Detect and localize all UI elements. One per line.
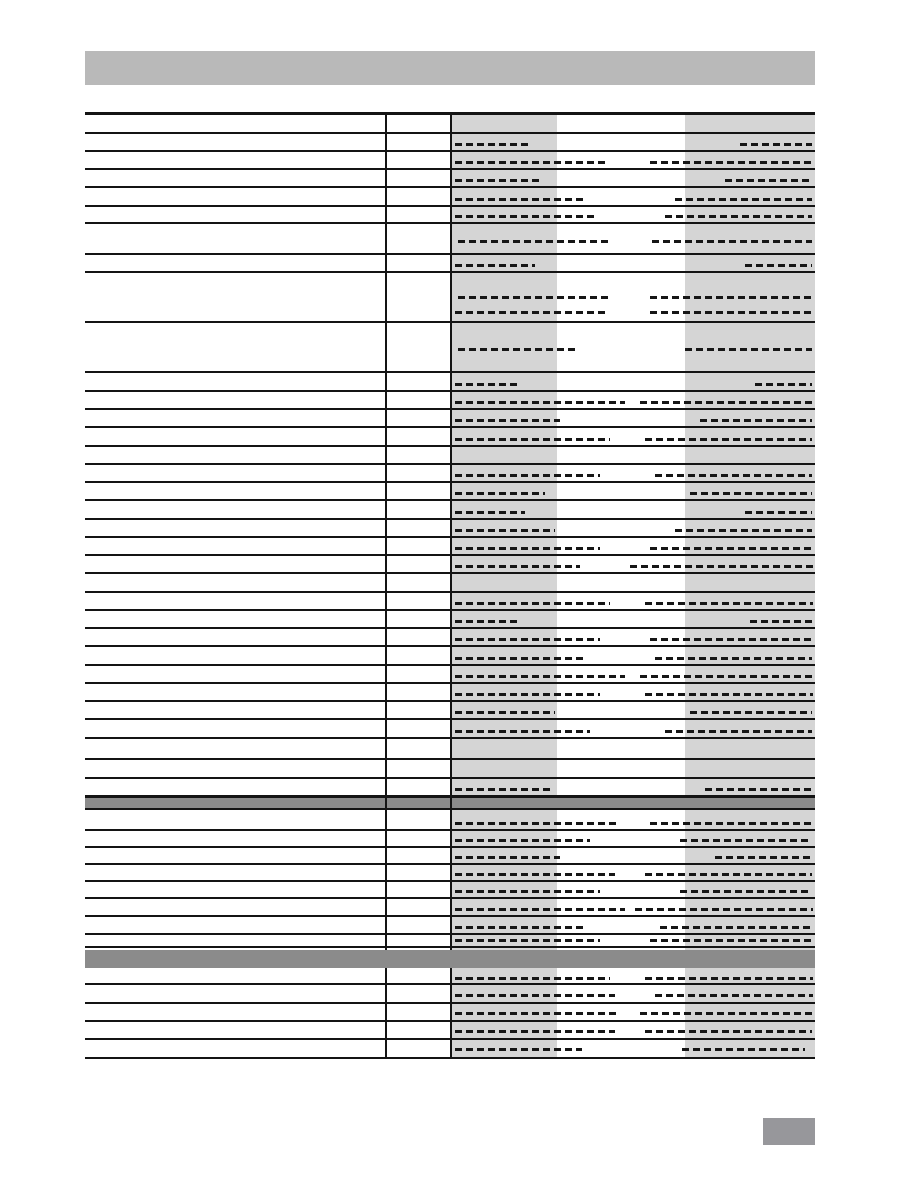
redacted-text-dashes [455,511,525,514]
redacted-text-dashes [455,1030,615,1033]
document-title-bar [85,51,815,85]
redacted-text-dashes [455,994,615,997]
redacted-text-dashes [650,311,813,314]
redacted-text-dashes [455,264,535,267]
redacted-text-dashes [455,873,615,876]
redacted-text-dashes [455,143,530,146]
redacted-text-dashes [675,198,812,201]
redacted-text-dashes [705,788,812,791]
redacted-text-dashes [650,822,812,825]
redacted-text-dashes [455,529,555,532]
section-divider-row [85,950,815,968]
redacted-text-dashes [455,474,600,477]
redacted-text-dashes [455,1048,582,1051]
table-row-border [85,1057,815,1059]
redacted-text-dashes [645,693,813,696]
redacted-text-dashes [455,215,595,218]
redacted-text-dashes [645,1030,812,1033]
redacted-text-dashes [455,161,605,164]
redacted-text-dashes [455,638,600,641]
redacted-text-dashes [455,711,555,714]
redacted-text-dashes [660,926,812,929]
redacted-text-dashes [455,419,560,422]
redacted-text-dashes [640,401,813,404]
redacted-text-dashes [640,675,813,678]
redacted-text-dashes [455,492,545,495]
redacted-text-dashes [630,565,813,568]
redacted-text-dashes [455,890,600,893]
redacted-text-dashes [455,822,620,825]
redacted-text-dashes [455,311,605,314]
redacted-text-dashes [455,620,520,623]
redacted-text-dashes [650,638,812,641]
redacted-text-dashes [700,419,812,422]
redacted-text-dashes [455,198,585,201]
redacted-text-dashes [645,602,813,605]
redacted-text-dashes [655,474,812,477]
redacted-text-dashes [645,977,813,980]
redacted-text-dashes [675,529,812,532]
redacted-text-dashes [455,675,625,678]
redacted-text-dashes [455,926,585,929]
page-number-box [763,1118,815,1145]
redacted-text-dashes [665,215,812,218]
redacted-text-dashes [725,179,812,182]
redacted-text-dashes [455,1012,620,1015]
table-column-border [385,112,387,1057]
redacted-text-dashes [755,383,812,386]
redacted-text-dashes [455,908,625,911]
redacted-text-dashes [745,264,812,267]
redacted-text-dashes [455,788,550,791]
redacted-text-dashes [455,602,610,605]
redacted-text-dashes [655,657,812,660]
redacted-text-dashes [458,348,575,351]
redacted-text-dashes [690,492,812,495]
redacted-text-dashes [455,401,625,404]
redacted-text-dashes [455,839,590,842]
redacted-text-dashes [750,620,812,623]
redacted-text-dashes [650,161,812,164]
redacted-text-dashes [458,240,608,243]
redacted-text-dashes [640,1012,812,1015]
redacted-text-dashes [645,438,812,441]
redacted-text-dashes [650,547,812,550]
redacted-text-dashes [455,657,585,660]
redacted-text-dashes [665,730,812,733]
redacted-text-dashes [680,890,812,893]
redacted-text-dashes [650,939,812,942]
redacted-text-dashes [455,383,520,386]
redacted-text-dashes [740,143,812,146]
redacted-text-dashes [455,730,590,733]
redacted-text-dashes [690,711,812,714]
redacted-text-dashes [458,296,610,299]
redacted-text-dashes [715,856,812,859]
data-table [85,112,815,1057]
redacted-text-dashes [455,939,600,942]
redacted-text-dashes [455,856,560,859]
redacted-text-dashes [685,348,812,351]
redacted-text-dashes [635,908,813,911]
redacted-text-dashes [745,511,812,514]
redacted-text-dashes [455,438,610,441]
redacted-text-dashes [652,240,812,243]
redacted-text-dashes [655,994,813,997]
redacted-text-dashes [455,693,600,696]
redacted-text-dashes [455,977,610,980]
redacted-text-dashes [645,873,812,876]
redacted-text-dashes [455,547,600,550]
redacted-text-dashes [455,179,540,182]
redacted-text-dashes [650,296,812,299]
redacted-text-dashes [455,565,580,568]
redacted-text-dashes [680,839,812,842]
table-column-border [450,112,452,1057]
redacted-text-dashes [682,1048,805,1051]
